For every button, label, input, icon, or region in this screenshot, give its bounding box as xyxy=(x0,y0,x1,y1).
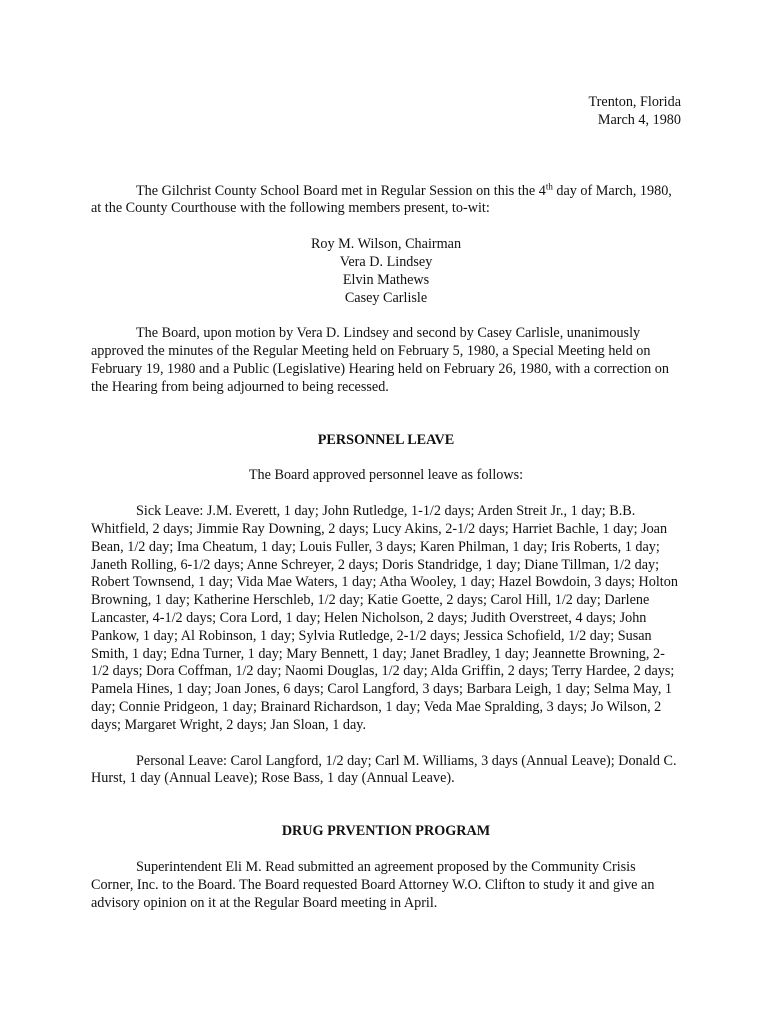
intro-text-end: day of March, 1980, at the County Courthouse with the following members present, to-wit: xyxy=(91,182,672,217)
date-line: March 4, 1980 xyxy=(597,111,681,128)
member-name: Casey Carlisle xyxy=(344,289,428,306)
document-header xyxy=(91,94,681,130)
personnel-leave-intro: The Board approved personnel leave as follows: xyxy=(248,467,524,484)
sick-leave-paragraph: Sick Leave: J.M. Everett, 1 day; John Rutledge, 1-1/2 days; Arden Streit Jr., 1 day; B.B. Whitfield, 2 days; Jimmie Ray Downing, 2 days; Lucy Akins, 2-1/2 days; Harriet Bachle, 1 day; Joan Bean, 1/2 day; Ima Cheatum, 1 day; Louis Fuller, 3 days; Karen Philman, 1 day; Iris Roberts, 1 day; Janeth Rolling, 6-1/2 days; Anne Schreyer, 2 days; Doris Standridge, 1 day; Diane Tillman, 1/2 day; Robert Townsend, 1 day; Vida Mae Waters, 1 day; Atha Wooley, 1 day; Hazel Bowdoin, 3 days; Holton Browning, 1 day; Katherine Herschleb, 1/2 day; Katie Goette, 2 days; Carol Hill, 1/2 day; Darlene Lancaster, 4-1/2 days; Cora Lord, 1 day; Helen Nicholson, 2 days; Judith Overstreet, 4 days; John Pankow, 1 day; Al Robinson, 1 day; Sylvia Rutledge, 2-1/2 days; Jessica Schofield, 1/2 day; Susan Smith, 1 day; Edna Turner, 1 day; Mary Bennett, 1 day; Janet Bradley, 1 day; Jeannette Browning, 2-1/2 days; Dora Coffman, 1/2 day; Naomi Douglas, 1/2 day; Alda Griffin, 2 days; Terry Hardee, 2 days; Pamela Hines, 1 day; Joan Jones, 6 days; Carol Langford, 3 days; Barbara Leigh, 1 day; Selma May, 1 day; Connie Pridgeon, 1 day; Brainard Richardson, 1 day; Veda Mae Spralding, 3 days; Jo Wilson, 2 days; Margaret Wright, 2 days; Jan Sloan, 1 day. xyxy=(91,503,678,733)
personnel-leave-heading: PERSONNEL LEAVE xyxy=(317,431,455,448)
member-name: Elvin Mathews xyxy=(342,271,430,288)
member-name: Roy M. Wilson, Chairman xyxy=(310,236,462,253)
intro-paragraph xyxy=(91,180,681,219)
personal-leave-paragraph: Personal Leave: Carol Langford, 1/2 day; Carl M. Williams, 3 days (Annual Leave); Donald C. Hurst, 1 day (Annual Leave); Rose Bass, 1 day (Annual Leave). xyxy=(91,752,677,787)
drug-program-heading: DRUG PRVENTION PROGRAM xyxy=(281,823,491,840)
document-page xyxy=(91,94,681,912)
intro-ordinal-suffix: th xyxy=(545,180,553,191)
member-name: Vera D. Lindsey xyxy=(339,253,433,270)
minutes-paragraph: The Board, upon motion by Vera D. Lindsey and second by Casey Carlisle, unanimously approved the minutes of the Regular Meeting held on February 5, 1980, a Special Meeting held on February 19, 1980 and a Public (Legislative) Hearing held on February 26, 1980, with a correction on the Hearing from being adjourned to being recessed. xyxy=(91,325,669,395)
intro-text-start: The Gilchrist County School Board met in Regular Session on this the 4 xyxy=(136,182,546,199)
location-line: Trenton, Florida xyxy=(588,94,681,110)
drug-program-paragraph: Superintendent Eli M. Read submitted an agreement proposed by the Community Crisis Corner, Inc. to the Board. The Board requested Board Attorney W.O. Clifton to study it and give an advisory opinion on it at the Regular Board meeting in April. xyxy=(91,858,655,911)
member-list xyxy=(91,236,681,307)
